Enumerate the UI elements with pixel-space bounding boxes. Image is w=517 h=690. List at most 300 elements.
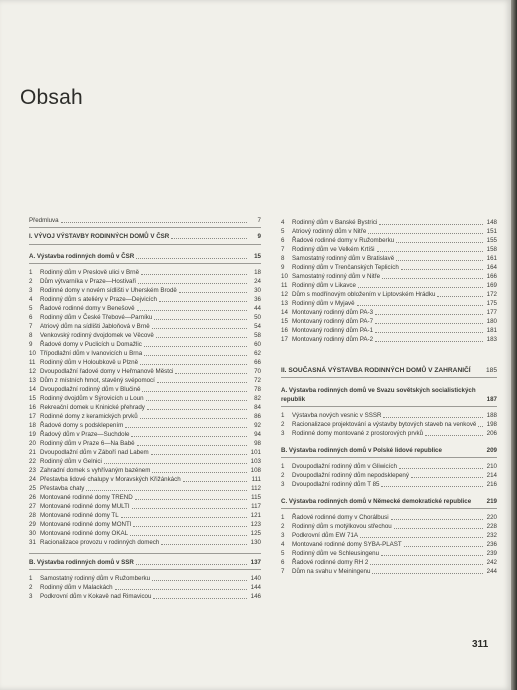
toc-section-title: [29, 252, 261, 261]
toc-page: 115: [251, 494, 261, 501]
toc-page: 228: [486, 523, 497, 530]
toc-label: Rodinný dům v Banské Bystrici: [292, 219, 378, 226]
toc-page: 214: [486, 472, 497, 479]
leader-dots: [370, 559, 483, 565]
toc-page: 155: [486, 237, 497, 244]
toc-page: 24: [254, 278, 261, 285]
toc-entry: [281, 567, 497, 576]
toc-number: 20: [29, 440, 36, 447]
toc-page: 50: [254, 314, 261, 321]
toc-list: [29, 574, 261, 601]
toc-entry: [29, 484, 261, 493]
toc-page: 175: [486, 300, 497, 307]
toc-page: 78: [254, 386, 261, 393]
toc-number: 2: [29, 278, 33, 285]
toc-entry: [281, 317, 497, 326]
toc-entry: [281, 236, 497, 245]
toc-label: Rodinný dům v Gelnici: [40, 458, 102, 465]
toc-number: 25: [29, 485, 36, 492]
leader-dots: [140, 413, 247, 419]
divider: [29, 263, 261, 264]
page-edge-shadow: [511, 0, 517, 690]
toc-page: 209: [486, 447, 497, 454]
toc-entry: [29, 421, 261, 430]
toc-number: 29: [29, 521, 36, 528]
leader-dots: [478, 421, 483, 427]
toc-page: 187: [486, 396, 497, 403]
toc-label: Přestavba chaty: [40, 485, 85, 492]
leader-dots: [136, 559, 247, 565]
toc-label: Atriový rodinný dům v Nitře: [292, 228, 367, 235]
toc-entry: [29, 574, 261, 583]
divider: [281, 457, 497, 458]
divider: [281, 377, 497, 378]
toc-number: 24: [29, 476, 36, 483]
toc-number: 21: [29, 449, 36, 456]
toc-page: 146: [250, 593, 261, 600]
toc-label: Řadové rodinné domy v Chorálbusi: [292, 514, 389, 521]
toc-page: 111: [251, 476, 261, 483]
toc-label: Dům z místních hmot, stavěný svépomocí: [40, 377, 155, 384]
divider: [29, 569, 261, 570]
toc-page: 103: [250, 458, 261, 465]
toc-label: Dvoupodlažní rodinný dům v Blučině: [40, 386, 141, 393]
leader-dots: [132, 503, 247, 509]
toc-number: 6: [281, 559, 285, 566]
toc-number: 9: [29, 341, 33, 348]
toc-page: 158: [486, 246, 497, 253]
toc-label: Rodinný dům s ateliéry v Praze—Dejvicích: [40, 296, 157, 303]
toc-number: 12: [281, 291, 288, 298]
page-title: Obsah: [20, 86, 83, 109]
toc-list: [29, 268, 261, 547]
toc-entry: [29, 385, 261, 394]
toc-entry: [29, 529, 261, 538]
toc-entry: [281, 471, 497, 480]
toc-label: Racionalizace provozu v rodinných domech: [40, 539, 160, 546]
toc-label: Přestavba lidové chalupy v Moravských Křižánkách: [40, 476, 181, 483]
toc-label: Dům s modřínovým obložením v Liptovském Hrádku: [292, 291, 436, 298]
toc-number: 4: [281, 219, 285, 226]
toc-page: 54: [254, 323, 261, 330]
leader-dots: [135, 494, 247, 500]
toc-section-title: [29, 558, 261, 567]
toc-page: 44: [254, 305, 261, 312]
toc-label: Rodinný dům v České Třebové—Parníku: [40, 314, 153, 321]
toc-page: 130: [250, 539, 261, 546]
leader-dots: [377, 246, 483, 252]
leader-dots: [152, 575, 247, 581]
toc-label: Rodinné domy z keramických prvků: [40, 413, 138, 420]
toc-label: Montované rodinné domy MONTI: [40, 521, 132, 528]
toc-number: 6: [29, 314, 33, 321]
toc-label: Montované rodinné domy OKAL: [40, 530, 129, 537]
leader-dots: [375, 336, 483, 342]
toc-part-title: [281, 366, 497, 375]
leader-dots: [382, 273, 483, 279]
divider: [281, 406, 497, 407]
toc-number: 3: [29, 593, 33, 600]
toc-label: Rodinný dům v Myjavě: [292, 300, 355, 307]
toc-page: 180: [486, 318, 497, 325]
toc-entry: [281, 272, 497, 281]
toc-page: 216: [486, 481, 497, 488]
leader-dots: [152, 323, 247, 329]
toc-entry: [281, 558, 497, 567]
toc-entry: [29, 448, 261, 457]
toc-entry: [29, 277, 261, 286]
leader-dots: [396, 255, 483, 261]
toc-page: 164: [486, 264, 497, 271]
leader-dots: [396, 237, 483, 243]
toc-label: Montovaný rodinný dům PA-3: [292, 309, 374, 316]
leader-dots: [147, 404, 247, 410]
toc-right-column: [281, 218, 497, 576]
divider: [29, 227, 261, 228]
toc-number: 2: [29, 584, 33, 591]
toc-label: Atriový dům na sídlišti Jabloňová v Brně: [40, 323, 150, 330]
toc-entry: [29, 340, 261, 349]
toc-number: 7: [281, 568, 285, 575]
toc-number: 19: [29, 431, 36, 438]
leader-dots: [379, 219, 483, 225]
toc-number: 31: [29, 539, 36, 546]
toc-entry: [29, 457, 261, 466]
leader-dots: [141, 269, 247, 275]
toc-label: Dvoupodlažní rodinný dům nepodsklepený: [292, 472, 409, 479]
toc-entry: [281, 290, 497, 299]
toc-number: 3: [281, 481, 285, 488]
toc-page: 62: [254, 350, 261, 357]
toc-page: 244: [486, 568, 497, 575]
toc-number: 18: [29, 422, 36, 429]
toc-entry: [281, 308, 497, 317]
leader-dots: [121, 512, 247, 518]
leader-dots: [154, 314, 247, 320]
toc-number: 5: [281, 550, 285, 557]
divider: [281, 508, 497, 509]
toc-label: B. Výstavba rodinných domů v Polské lidové republice: [281, 447, 442, 454]
leader-dots: [142, 386, 247, 392]
toc-label: Rodinné domy montované z prostorových prvků: [292, 430, 424, 437]
toc-page: 30: [254, 287, 261, 294]
toc-number: 16: [281, 327, 288, 334]
toc-label: Dvoupodlažní rodinný dům T 85: [292, 481, 380, 488]
toc-page: 206: [486, 430, 497, 437]
toc-label: Rodinný dům v Praze 6—Na Babě: [40, 440, 135, 447]
toc-label: Montované rodinné domy MULTI: [40, 503, 130, 510]
toc-page: 148: [486, 219, 497, 226]
toc-page: 108: [250, 467, 261, 474]
leader-dots: [411, 472, 483, 478]
toc-number: 14: [29, 386, 36, 393]
leader-dots: [360, 532, 483, 538]
toc-entry: [29, 304, 261, 313]
leader-dots: [425, 430, 483, 436]
toc-entry: [29, 592, 261, 601]
toc-page: 242: [486, 559, 497, 566]
toc-entry: [29, 367, 261, 376]
toc-page: 185: [485, 367, 497, 374]
toc-label: C. Výstavba rodinných domů v Německé demokratické republice: [281, 498, 472, 505]
toc-number: 11: [281, 282, 288, 289]
divider: [29, 244, 261, 245]
toc-entry: [281, 335, 497, 344]
toc-page: 140: [250, 575, 261, 582]
toc-page: 117: [251, 503, 261, 510]
toc-entry: [29, 394, 261, 403]
toc-label: Dvoupodlažní dům v Záboří nad Labem: [40, 449, 149, 456]
toc-page: 58: [254, 332, 261, 339]
toc-label: Rodinný dům ve Schleusingenu: [292, 550, 380, 557]
toc-entry: [29, 268, 261, 277]
toc-entry: [29, 475, 261, 484]
toc-page: 219: [486, 498, 497, 505]
leader-dots: [375, 327, 483, 333]
toc-label: Samostatný rodinný dům v Bratislavě: [292, 255, 395, 262]
toc-number: 11: [29, 359, 36, 366]
leader-dots: [401, 264, 483, 270]
toc-page: 181: [486, 327, 497, 334]
toc-page: 188: [486, 412, 497, 419]
toc-label: Rodinný dům v Preslově ulici v Brně: [40, 269, 140, 276]
toc-entry: [29, 376, 261, 385]
leader-dots: [161, 539, 247, 545]
toc-entry-preface: [29, 216, 261, 225]
toc-page: 166: [486, 273, 497, 280]
toc-number: 1: [281, 412, 285, 419]
toc-label: I. VÝVOJ VÝSTAVBY RODINNÝCH DOMŮ V ČSR: [29, 233, 170, 240]
toc-page: 123: [250, 521, 261, 528]
leader-dots: [358, 282, 483, 288]
toc-label: Rodinné domy v novém sídlišti v Uherském Brodě: [40, 287, 177, 294]
toc-label: Řadové domy v Puclicích u Domažlic: [40, 341, 142, 348]
toc-entry: [281, 480, 497, 489]
toc-entry: [281, 281, 497, 290]
leader-dots: [394, 523, 483, 529]
toc-number: 1: [281, 463, 285, 470]
leader-dots: [368, 228, 483, 234]
toc-page: 82: [254, 395, 261, 402]
toc-number: 23: [29, 467, 36, 474]
leader-dots: [136, 253, 247, 259]
toc-label: Řadový dům v Praze—Suchdole: [40, 431, 130, 438]
leader-dots: [144, 341, 247, 347]
leader-dots: [159, 296, 247, 302]
toc-label: Venkovský rodinný dvojdomek ve Věcově: [40, 332, 154, 339]
toc-page: 7: [257, 217, 261, 224]
toc-number: 4: [29, 296, 33, 303]
toc-number: 7: [281, 246, 285, 253]
toc-page: 101: [250, 449, 261, 456]
toc-entry: [29, 502, 261, 511]
toc-entry: [281, 227, 497, 236]
toc-page: 144: [250, 584, 261, 591]
leader-dots: [137, 440, 247, 446]
toc-entry: [281, 263, 497, 272]
toc-entry: [281, 429, 497, 438]
toc-entry: [29, 520, 261, 529]
toc-page: 151: [486, 228, 497, 235]
toc-number: 5: [29, 305, 33, 312]
toc-label: A. Výstavba rodinných domů v ČSR: [29, 253, 135, 260]
toc-label: Rodinný dům v Malackách: [40, 584, 113, 591]
toc-number: 3: [29, 287, 33, 294]
toc-label: Montované rodinné domy SYBA-PLAST: [292, 541, 402, 548]
leader-dots: [144, 350, 247, 356]
toc-number: 13: [29, 377, 36, 384]
toc-entry: [29, 403, 261, 412]
toc-number: 7: [29, 323, 33, 330]
toc-number: 17: [29, 413, 36, 420]
toc-entry: [281, 326, 497, 335]
toc-entry: [281, 531, 497, 540]
toc-label: Dům výtvarníka v Praze—Hostivaři: [40, 278, 136, 285]
toc-entry: [281, 462, 497, 471]
toc-number: 1: [29, 575, 33, 582]
leader-dots: [146, 395, 247, 401]
leader-dots: [437, 291, 483, 297]
toc-section-title: [281, 386, 497, 404]
toc-number: 8: [29, 332, 33, 339]
toc-page: 198: [486, 421, 497, 428]
toc-entry: [281, 254, 497, 263]
toc-number: 26: [29, 494, 36, 501]
toc-number: 16: [29, 404, 36, 411]
toc-entry: [29, 295, 261, 304]
leader-dots: [153, 593, 247, 599]
toc-entry: [29, 349, 261, 358]
toc-page: 183: [486, 336, 497, 343]
leader-dots: [86, 485, 247, 491]
toc-label: A. Výstavba rodinných domů ve Svazu sovětských socialistických republik: [281, 387, 476, 403]
toc-list: [281, 513, 497, 576]
toc-label: Rodinný dvojdům v Sýrovicích u Loun: [40, 395, 144, 402]
toc-number: 2: [281, 421, 285, 428]
toc-entry: [29, 313, 261, 322]
toc-number: 27: [29, 503, 36, 510]
leader-dots: [171, 233, 247, 239]
toc-entry: [281, 522, 497, 531]
toc-page: 84: [254, 404, 261, 411]
toc-entry: [281, 513, 497, 522]
toc-label: Montovaný rodinný dům PA-7: [292, 318, 374, 325]
toc-label: Řadové rodinné domy v Ružomberku: [292, 237, 395, 244]
toc-entry: [281, 218, 497, 227]
leader-dots: [391, 514, 483, 520]
toc-label: Řadové domy s podsklepením: [40, 422, 124, 429]
toc-label: Montovaný rodinný dům PA-2: [292, 336, 374, 343]
page-number: 311: [472, 639, 489, 650]
toc-page: 236: [486, 541, 497, 548]
toc-number: 22: [29, 458, 36, 465]
toc-entry: [29, 493, 261, 502]
toc-entry: [29, 583, 261, 592]
toc-label: Zahradní domek s vyhřívaným bazénem: [40, 467, 151, 474]
toc-label: Samostatný rodinný dům v Ružomberku: [40, 575, 151, 582]
leader-dots: [140, 359, 247, 365]
toc-label: B. Výstavba rodinných domů v SSR: [29, 559, 134, 566]
toc-label: Výstavba nových vesnic v SSSR: [292, 412, 382, 419]
toc-page: 232: [486, 532, 497, 539]
toc-label: Samostatný rodinný dům v Nitře: [292, 273, 381, 280]
toc-label: Racionalizace projektování a výstavby bytových staveb na venkově: [292, 421, 477, 428]
toc-list: [281, 462, 497, 489]
toc-entry: [29, 511, 261, 520]
leader-dots: [115, 584, 247, 590]
toc-page: 98: [254, 440, 261, 447]
toc-page: 70: [254, 368, 261, 375]
toc-page: 177: [486, 309, 497, 316]
toc-entry: [281, 245, 497, 254]
leader-dots: [137, 305, 247, 311]
toc-label: II. SOUČASNÁ VÝSTAVBA RODINNÝCH DOMŮ V ZAHRANIČÍ: [281, 367, 471, 374]
toc-list: [281, 411, 497, 438]
toc-label: Dvoupodlažní rodinný dům v Gliwicích: [292, 463, 397, 470]
toc-page: 18: [254, 269, 261, 276]
toc-page: 137: [250, 559, 261, 566]
toc-label: Dvoupodlažní řadové domy v Heřmanově Městci: [40, 368, 174, 375]
toc-number: 28: [29, 512, 36, 519]
leader-dots: [381, 550, 483, 556]
toc-number: 4: [281, 541, 285, 548]
toc-number: 5: [281, 228, 285, 235]
toc-entry: [281, 540, 497, 549]
leader-dots: [375, 309, 483, 315]
toc-page: 210: [486, 463, 497, 470]
toc-entry: [281, 420, 497, 429]
leader-dots: [179, 287, 247, 293]
toc-number: 12: [29, 368, 36, 375]
toc-label: Rodinný dům ve Velkém Krtíši: [292, 246, 375, 253]
toc-page: 172: [486, 291, 497, 298]
toc-page: 36: [254, 296, 261, 303]
toc-page: 66: [254, 359, 261, 366]
toc-page: 239: [486, 550, 497, 557]
toc-number: 10: [29, 350, 36, 357]
leader-dots: [125, 422, 247, 428]
toc-number: 10: [281, 273, 288, 280]
toc-number: 15: [29, 395, 36, 402]
toc-label: Řadové rodinné domy RH 2: [292, 559, 369, 566]
toc-page: 94: [254, 431, 261, 438]
toc-number: 30: [29, 530, 36, 537]
toc-number: 3: [281, 532, 285, 539]
toc-page: 9: [257, 233, 261, 240]
toc-entry: [29, 439, 261, 448]
leader-dots: [375, 318, 483, 324]
toc-entry: [281, 411, 497, 420]
toc-entry: [281, 299, 497, 308]
divider: [29, 553, 261, 554]
leader-dots: [133, 521, 247, 527]
toc-page: 121: [250, 512, 261, 519]
toc-label: Třípodlažní dům v Ivanovicích u Brna: [40, 350, 143, 357]
toc-number: 2: [281, 523, 285, 530]
toc-number: 2: [281, 472, 285, 479]
toc-label: Rodinný dům s motýlkovou střechou: [292, 523, 392, 530]
toc-entry: [29, 430, 261, 439]
toc-label: Podkrovní dům v Kokavě nad Rimavicou: [40, 593, 152, 600]
toc-page: 169: [486, 282, 497, 289]
toc-entry: [29, 331, 261, 340]
toc-entry: [281, 549, 497, 558]
leader-dots: [61, 217, 247, 223]
toc-label: Předmluva: [29, 217, 59, 224]
toc-page: 125: [250, 530, 261, 537]
toc-label: Montované rodinné domy TREND: [40, 494, 133, 501]
toc-label: Rodinný dům v Holoubkově u Plzně: [40, 359, 139, 366]
